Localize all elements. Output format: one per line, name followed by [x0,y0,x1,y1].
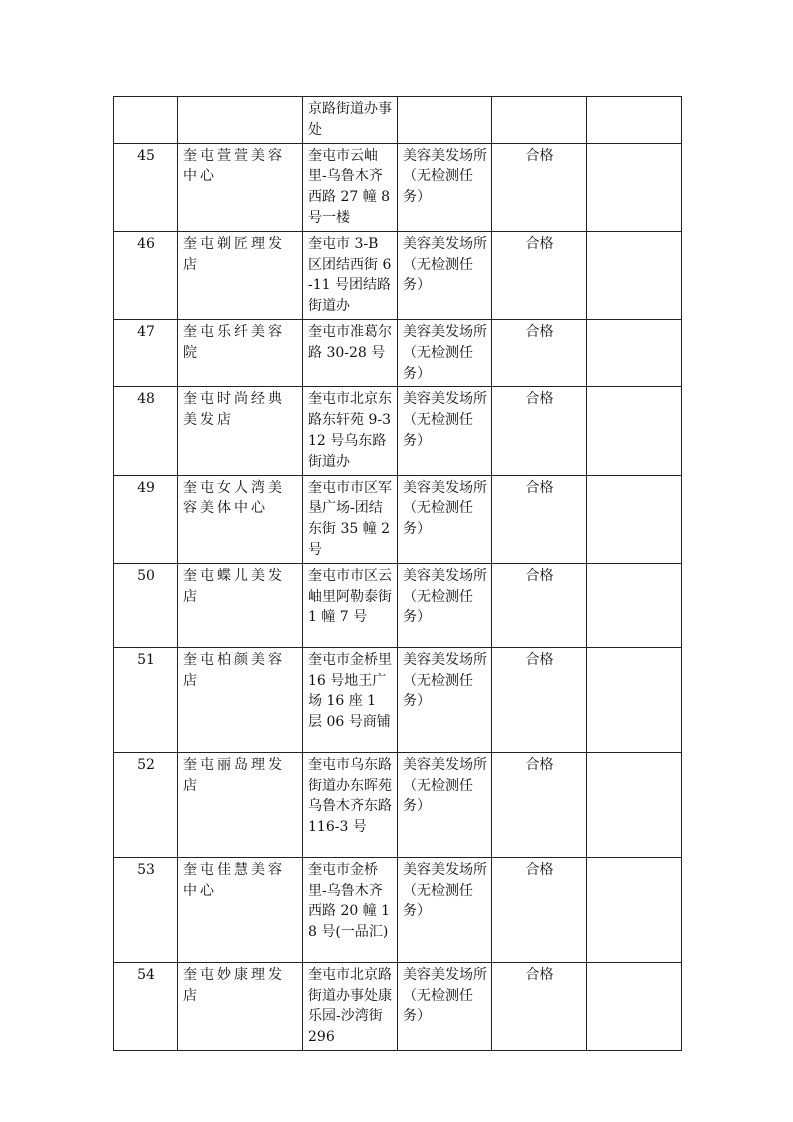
inspection-result [492,97,587,144]
business-address: 奎屯市 3-B 区团结西街 6-11 号团结路街道办 [303,231,398,319]
remarks [587,387,682,475]
row-number [114,97,178,144]
business-name: 奎屯时尚经典美发店 [178,387,303,475]
row-number: 45 [114,143,178,231]
business-name: 奎屯蝶儿美发店 [178,563,303,647]
remarks [587,563,682,647]
business-address: 奎屯市市区云岫里阿勒泰街 1 幢 7 号 [303,563,398,647]
row-number: 46 [114,231,178,319]
remarks [587,231,682,319]
business-name: 奎屯萱萱美容中心 [178,143,303,231]
row-number: 48 [114,387,178,475]
business-type: 美容美发场所（无检测任务） [398,563,492,647]
business-name: 奎屯女人湾美容美体中心 [178,475,303,563]
table-row [114,475,682,563]
inspection-result: 合格 [492,319,587,386]
table-row [114,647,682,752]
row-number: 53 [114,857,178,962]
inspection-result: 合格 [492,647,587,752]
row-number: 49 [114,475,178,563]
table-row-continuation [114,97,682,144]
inspection-result: 合格 [492,752,587,857]
row-number: 47 [114,319,178,386]
business-name: 奎屯妙康理发店 [178,962,303,1050]
table-row [114,962,682,1050]
remarks [587,475,682,563]
business-address: 奎屯市乌东路街道办东晖苑乌鲁木齐东路 116-3 号 [303,752,398,857]
business-address: 京路街道办事处 [303,97,398,144]
remarks [587,857,682,962]
business-address: 奎屯市金桥里 16 号地王广场 16 座 1 层 06 号商铺 [303,647,398,752]
business-address: 奎屯市北京路街道办事处康乐园-沙湾街 296 [303,962,398,1050]
row-number: 54 [114,962,178,1050]
business-type [398,97,492,144]
business-name: 奎屯柏颜美容店 [178,647,303,752]
business-type: 美容美发场所（无检测任务） [398,387,492,475]
business-name [178,97,303,144]
business-type: 美容美发场所（无检测任务） [398,752,492,857]
inspection-result: 合格 [492,475,587,563]
business-name: 奎屯佳慧美容中心 [178,857,303,962]
table-row [114,319,682,386]
table-row [114,857,682,962]
business-address: 奎屯市准葛尔路 30-28 号 [303,319,398,386]
business-type: 美容美发场所（无检测任务） [398,962,492,1050]
table-row [114,563,682,647]
inspection-result: 合格 [492,231,587,319]
business-name: 奎屯乐纤美容院 [178,319,303,386]
business-type: 美容美发场所（无检测任务） [398,857,492,962]
inspection-result: 合格 [492,563,587,647]
business-type: 美容美发场所（无检测任务） [398,231,492,319]
inspection-result: 合格 [492,143,587,231]
business-address: 奎屯市云岫里-乌鲁木齐西路 27 幢 8 号一楼 [303,143,398,231]
inspection-results-table [113,96,682,1051]
business-name: 奎屯丽岛理发店 [178,752,303,857]
row-number: 52 [114,752,178,857]
remarks [587,97,682,144]
business-address: 奎屯市北京东路东轩苑 9-312 号乌东路街道办 [303,387,398,475]
row-number: 51 [114,647,178,752]
inspection-result: 合格 [492,387,587,475]
business-type: 美容美发场所（无检测任务） [398,143,492,231]
table-row [114,387,682,475]
table-row [114,752,682,857]
remarks [587,752,682,857]
remarks [587,143,682,231]
row-number: 50 [114,563,178,647]
business-type: 美容美发场所（无检测任务） [398,647,492,752]
business-name: 奎屯剃匠理发店 [178,231,303,319]
remarks [587,647,682,752]
business-address: 奎屯市市区军垦广场-团结东街 35 幢 2 号 [303,475,398,563]
business-type: 美容美发场所（无检测任务） [398,475,492,563]
inspection-result: 合格 [492,857,587,962]
table-row [114,231,682,319]
business-type: 美容美发场所（无检测任务） [398,319,492,386]
table-row [114,143,682,231]
business-address: 奎屯市金桥里-乌鲁木齐西路 20 幢 18 号(一品汇) [303,857,398,962]
inspection-result: 合格 [492,962,587,1050]
remarks [587,962,682,1050]
remarks [587,319,682,386]
